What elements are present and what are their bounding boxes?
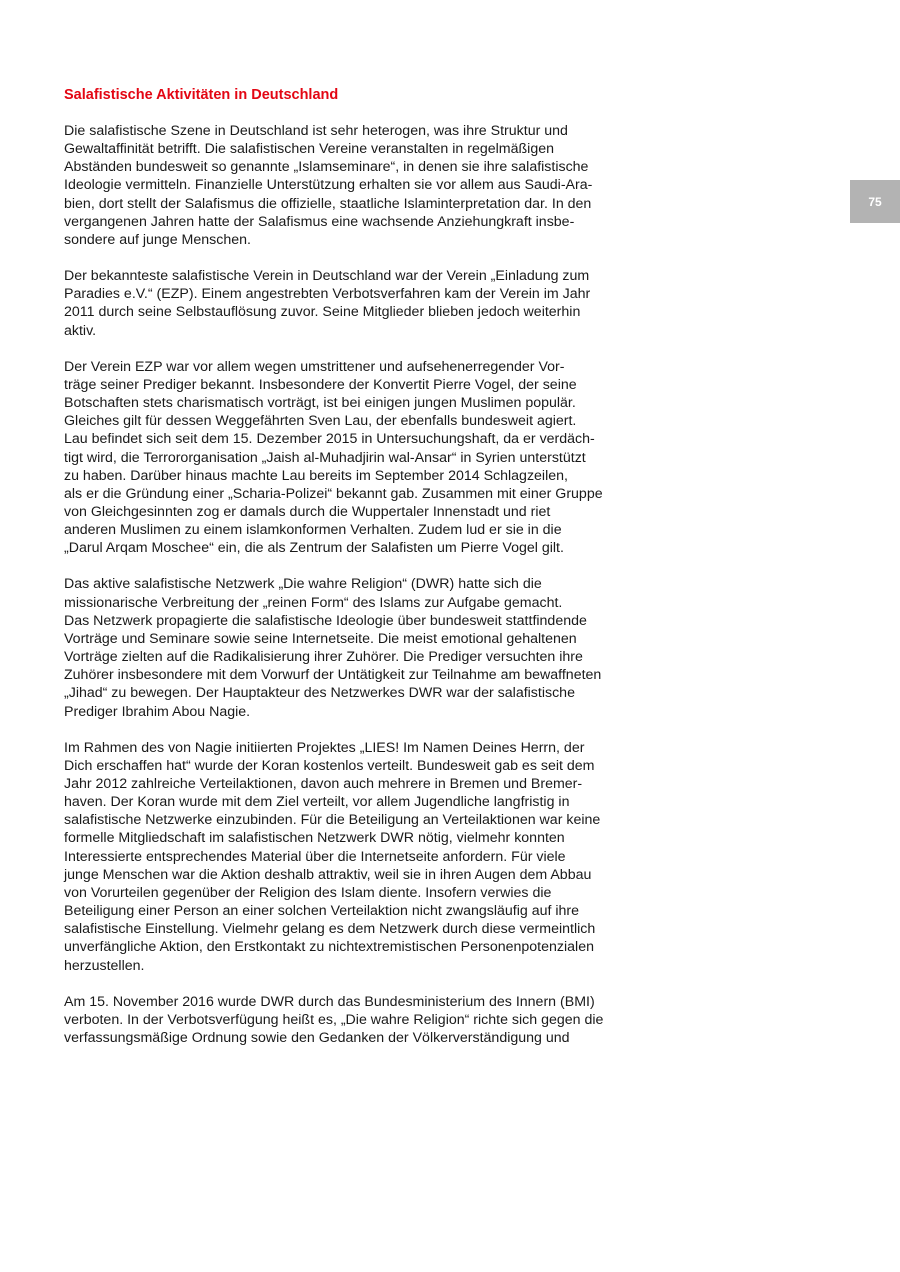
paragraph-lies-projekt: Im Rahmen des von Nagie initiierten Projektes „LIES! Im Namen Deines Herrn, der Dich erschaffen hat“ wurde der Koran kostenlos verteilt. Bundesweit gab es seit dem Jahr 2012 zahlreiche Verteilaktionen, davon auch mehrere in Bremen und Bremer- haven. Der Koran wurde mit dem Ziel verteilt, vor allem Jugendliche langfristig in salafistische Netzwerke einzubinden. Für die Beteiligung an Verteilaktionen war keine formelle Mitgliedschaft im salafistischen Netzwerk DWR nötig, vielmehr konnten Interessierte entsprechendes Material über die Internetseite anfordern. Für viele junge Menschen war die Aktion deshalb attraktiv, weil sie in ihren Augen dem Abbau von Vorurteilen gegenüber der Religion des Islam diente. Insofern verwies die Beteiligung einer Person an einer solchen Verteilaktion nicht zwangsläufig auf ihre salafistische Einstellung. Vielmehr gelang es dem Netzwerk durch diese vermeintlich unverfängliche Aktion, den Erstkontakt zu nichtextremistischen Personenpotenzialen herzustellen. xyxy=(64,739,601,974)
paragraph-dwr-verbot: Am 15. November 2016 wurde DWR durch das Bundesministerium des Innern (BMI) verboten. In der Verbotsverfügung heißt es, „Die wahre Religion“ richte sich gegen die verfassungsmäßige Ordnung sowie den Gedanken der Völkerverständigung und xyxy=(64,993,604,1047)
paragraph-ezp-verein: Der bekannteste salafistische Verein in Deutschland war der Verein „Einladung zum Paradies e.V.“ (EZP). Einem angestrebten Verbotsverfahren kam der Verein im Jahr 2011 durch seine Selbstauflösung zuvor. Seine Mitglieder blieben jedoch weiterhin aktiv. xyxy=(64,268,591,339)
page-number: 75 xyxy=(868,194,882,209)
page-number-tab xyxy=(850,180,900,223)
paragraph-ezp-prediger: Der Verein EZP war vor allem wegen umstrittener und aufsehenerregender Vor- träge seiner Prediger bekannt. Insbesondere der Konvertit Pierre Vogel, der seine Botschaften stets charismatisch vorträgt, ist bei einigen jungen Muslimen populär. Gleiches gilt für dessen Weggefährten Sven Lau, der ebenfalls bundesweit agiert. Lau befindet sich seit dem 15. Dezember 2015 in Untersuchungshaft, da er verdäch- tigt wird, die Terrororganisation „Jaish al-Muhadjirin wal-Ansar“ in Syrien unterstützt zu haben. Darüber hinaus machte Lau bereits im September 2014 Schlagzeilen, als er die Gründung einer „Scharia-Polizei“ bekannt gab. Zusammen mit einer Gruppe von Gleichgesinnten zog er damals durch die Wuppertaler Innenstadt und riet anderen Muslimen zu einem islamkonformen Verhalten. Zudem lud er sie in die „Darul Arqam Moschee“ ein, die als Zentrum der Salafisten um Pierre Vogel gilt. xyxy=(64,358,603,557)
section-heading: Salafistische Aktivitäten in Deutschland xyxy=(64,87,339,103)
paragraph-dwr-netzwerk: Das aktive salafistische Netzwerk „Die wahre Religion“ (DWR) hatte sich die missionarische Verbreitung der „reinen Form“ des Islams zur Aufgabe gemacht. Das Netzwerk propagierte die salafistische Ideologie über bundesweit stattfindende Vorträge und Seminare sowie seine Internetseite. Die meist emotional gehaltenen Vorträge zielten auf die Radikalisierung ihrer Zuhörer. Die Prediger versuchten ihre Zuhörer insbesondere mit dem Vorwurf der Untätigkeit zur Teilnahme am bewaffneten „Jihad“ zu bewegen. Der Hauptakteur des Netzwerkes DWR war der salafistische Prediger Ibrahim Abou Nagie. xyxy=(64,576,602,720)
paragraph-intro: Die salafistische Szene in Deutschland ist sehr heterogen, was ihre Struktur und Gewaltaffinität betrifft. Die salafistischen Vereine veranstalten in regelmäßigen Abständen bundesweit so genannte „Islamseminare“, in denen sie ihre salafistische Ideologie vermitteln. Finanzielle Unterstützung erhalten sie vor allem aus Saudi-Ara- bien, dort stellt der Salafismus die offizielle, staatliche Islaminterpretation dar. In den vergangenen Jahren hatte der Salafismus eine wachsende Anziehungkraft insbe- sondere auf junge Menschen. xyxy=(64,123,593,248)
main-content xyxy=(64,86,616,1065)
